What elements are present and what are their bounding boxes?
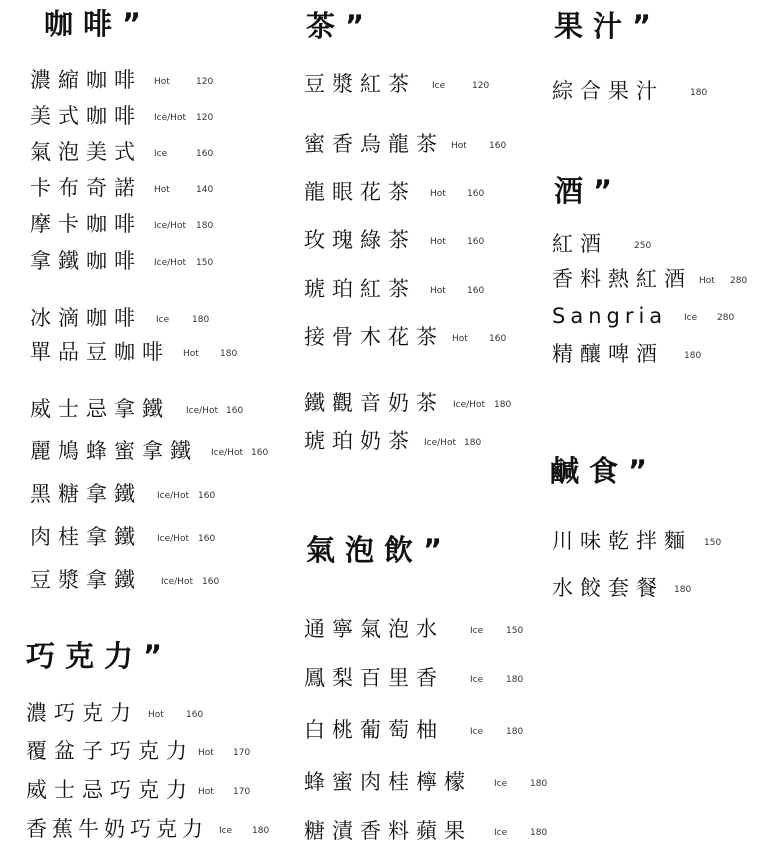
item-name: 拿鐵咖啡 [30, 249, 142, 273]
item-temp: Ice/Hot [424, 438, 456, 448]
item-temp: Hot [198, 787, 214, 797]
item-price: 180 [252, 826, 270, 836]
menu-item [30, 397, 244, 421]
item-price: 280 [730, 276, 748, 286]
item-name: 通寧氣泡水 [304, 617, 444, 641]
item-name: 綜合果汁 [552, 79, 664, 103]
item-price: 160 [489, 141, 507, 151]
item-price: 160 [186, 710, 204, 720]
menu-item [30, 104, 214, 128]
item-temp: Ice [432, 81, 446, 91]
item-temp: Ice [219, 826, 233, 836]
item-name: 龍眼花茶 [304, 180, 416, 204]
item-name: 濃巧克力 [26, 701, 138, 725]
item-price: 150 [196, 258, 214, 268]
item-price: 170 [233, 748, 251, 758]
item-temp: Hot [154, 77, 170, 87]
menu-item [304, 617, 524, 641]
menu-item [304, 718, 524, 742]
menu-item [30, 439, 269, 463]
item-name: 黑糖拿鐵 [30, 482, 142, 506]
item-price: 180 [684, 351, 702, 361]
item-price: 160 [467, 237, 485, 247]
item-temp: Ice [494, 828, 508, 838]
item-temp: Ice [684, 313, 698, 323]
menu-item [552, 304, 735, 328]
item-name: 冰滴咖啡 [30, 306, 142, 330]
item-name: 川味乾拌麵 [552, 529, 692, 553]
item-price: 180 [690, 88, 708, 98]
item-name: 鐵觀音奶茶 [304, 391, 444, 415]
item-price: 160 [489, 334, 507, 344]
menu-item [30, 249, 214, 273]
item-price: 160 [226, 406, 244, 416]
menu-item [304, 429, 482, 453]
item-temp: Hot [148, 710, 164, 720]
item-name: 威士忌巧克力 [26, 778, 194, 802]
menu-item [30, 306, 210, 330]
item-temp: Hot [430, 189, 446, 199]
item-name: 紅酒 [552, 232, 608, 256]
item-name: 香蕉牛奶巧克力 [26, 817, 208, 841]
item-temp: Ice [470, 626, 484, 636]
item-name: 琥珀奶茶 [304, 429, 416, 453]
item-temp: Ice/Hot [157, 491, 189, 501]
item-name: 鳳梨百里香 [304, 666, 444, 690]
item-temp: Ice/Hot [157, 534, 189, 544]
menu-item [304, 666, 524, 690]
item-price: 150 [704, 538, 722, 548]
item-name: 香料熱紅酒 [552, 267, 692, 291]
menu-item [26, 817, 270, 841]
sparkling-heading: 氣泡飲” [306, 533, 453, 567]
item-temp: Hot [154, 185, 170, 195]
item-name: 美式咖啡 [30, 104, 142, 128]
item-price: 160 [202, 577, 220, 587]
item-temp: Ice [470, 675, 484, 685]
item-price: 160 [196, 149, 214, 159]
menu-item [304, 277, 485, 301]
item-name: 摩卡咖啡 [30, 212, 142, 236]
menu-item [304, 770, 548, 794]
item-name: Sangria [552, 304, 668, 328]
item-temp: Hot [451, 141, 467, 151]
item-price: 180 [192, 315, 210, 325]
item-price: 180 [530, 828, 548, 838]
item-price: 160 [251, 448, 269, 458]
item-price: 180 [196, 221, 214, 231]
menu-item [304, 228, 485, 252]
menu-item [304, 72, 490, 96]
item-name: 卡布奇諾 [30, 176, 142, 200]
item-price: 180 [530, 779, 548, 789]
item-temp: Ice/Hot [453, 400, 485, 410]
item-price: 160 [198, 491, 216, 501]
item-name: 覆盆子巧克力 [26, 739, 194, 763]
juice-heading: 果汁” [554, 9, 662, 43]
menu-item [30, 212, 214, 236]
item-price: 180 [506, 675, 524, 685]
menu-item [304, 180, 485, 204]
item-temp: Ice [470, 727, 484, 737]
menu-item [30, 525, 216, 549]
menu-item [552, 576, 692, 600]
item-price: 180 [674, 585, 692, 595]
item-temp: Hot [430, 237, 446, 247]
item-price: 120 [196, 113, 214, 123]
item-price: 180 [220, 349, 238, 359]
item-price: 170 [233, 787, 251, 797]
item-name: 威士忌拿鐵 [30, 397, 170, 421]
item-name: 白桃葡萄柚 [304, 718, 444, 742]
item-temp: Ice/Hot [154, 113, 186, 123]
item-temp: Ice [494, 779, 508, 789]
menu-item [304, 391, 512, 415]
menu-item [552, 232, 652, 256]
item-price: 180 [464, 438, 482, 448]
menu-item [552, 342, 702, 366]
menu-item [30, 68, 214, 92]
item-price: 180 [494, 400, 512, 410]
item-name: 氣泡美式 [30, 140, 142, 164]
menu-item [304, 132, 507, 156]
menu-item [552, 529, 722, 553]
item-name: 麗鳩蜂蜜拿鐵 [30, 439, 198, 463]
savory-heading: 鹹食” [550, 454, 658, 488]
item-name: 蜂蜜肉桂檸檬 [304, 770, 472, 794]
menu-item [26, 701, 204, 725]
item-temp: Hot [198, 748, 214, 758]
alcohol-heading: 酒” [554, 174, 623, 208]
item-price: 150 [506, 626, 524, 636]
menu-item [30, 340, 238, 364]
item-price: 120 [196, 77, 214, 87]
item-name: 精釀啤酒 [552, 342, 664, 366]
menu-item [552, 79, 708, 103]
menu-item [26, 739, 251, 763]
item-name: 單品豆咖啡 [30, 340, 170, 364]
item-temp: Hot [699, 276, 715, 286]
menu-item [26, 778, 251, 802]
menu-item [30, 482, 216, 506]
item-price: 120 [472, 81, 490, 91]
item-temp: Hot [452, 334, 468, 344]
item-name: 蜜香烏龍茶 [304, 132, 444, 156]
item-temp: Hot [430, 286, 446, 296]
menu-item [30, 568, 220, 592]
item-name: 肉桂拿鐵 [30, 525, 142, 549]
item-name: 玫瑰綠茶 [304, 228, 416, 252]
item-name: 接骨木花茶 [304, 325, 444, 349]
item-name: 琥珀紅茶 [304, 277, 416, 301]
tea-heading: 茶” [306, 9, 375, 43]
item-name: 濃縮咖啡 [30, 68, 142, 92]
menu-item [552, 267, 748, 291]
item-price: 160 [467, 189, 485, 199]
chocolate-heading: 巧克力” [26, 639, 173, 673]
coffee-heading: 咖啡” [44, 7, 152, 41]
item-name: 豆漿拿鐵 [30, 568, 142, 592]
item-temp: Hot [183, 349, 199, 359]
item-price: 160 [198, 534, 216, 544]
item-price: 250 [634, 241, 652, 251]
item-name: 豆漿紅茶 [304, 72, 416, 96]
item-temp: Ice/Hot [154, 221, 186, 231]
item-temp: Ice/Hot [154, 258, 186, 268]
menu-item [304, 325, 507, 349]
menu-item [30, 140, 214, 164]
item-temp: Ice [154, 149, 168, 159]
item-price: 180 [506, 727, 524, 737]
item-temp: Ice/Hot [186, 406, 218, 416]
item-temp: Ice/Hot [161, 577, 193, 587]
item-price: 280 [717, 313, 735, 323]
menu-item [304, 819, 548, 843]
item-temp: Ice/Hot [211, 448, 243, 458]
item-price: 160 [467, 286, 485, 296]
item-name: 糖漬香料蘋果 [304, 819, 472, 843]
item-name: 水餃套餐 [552, 576, 664, 600]
menu-item [30, 176, 214, 200]
item-temp: Ice [156, 315, 170, 325]
item-price: 140 [196, 185, 214, 195]
